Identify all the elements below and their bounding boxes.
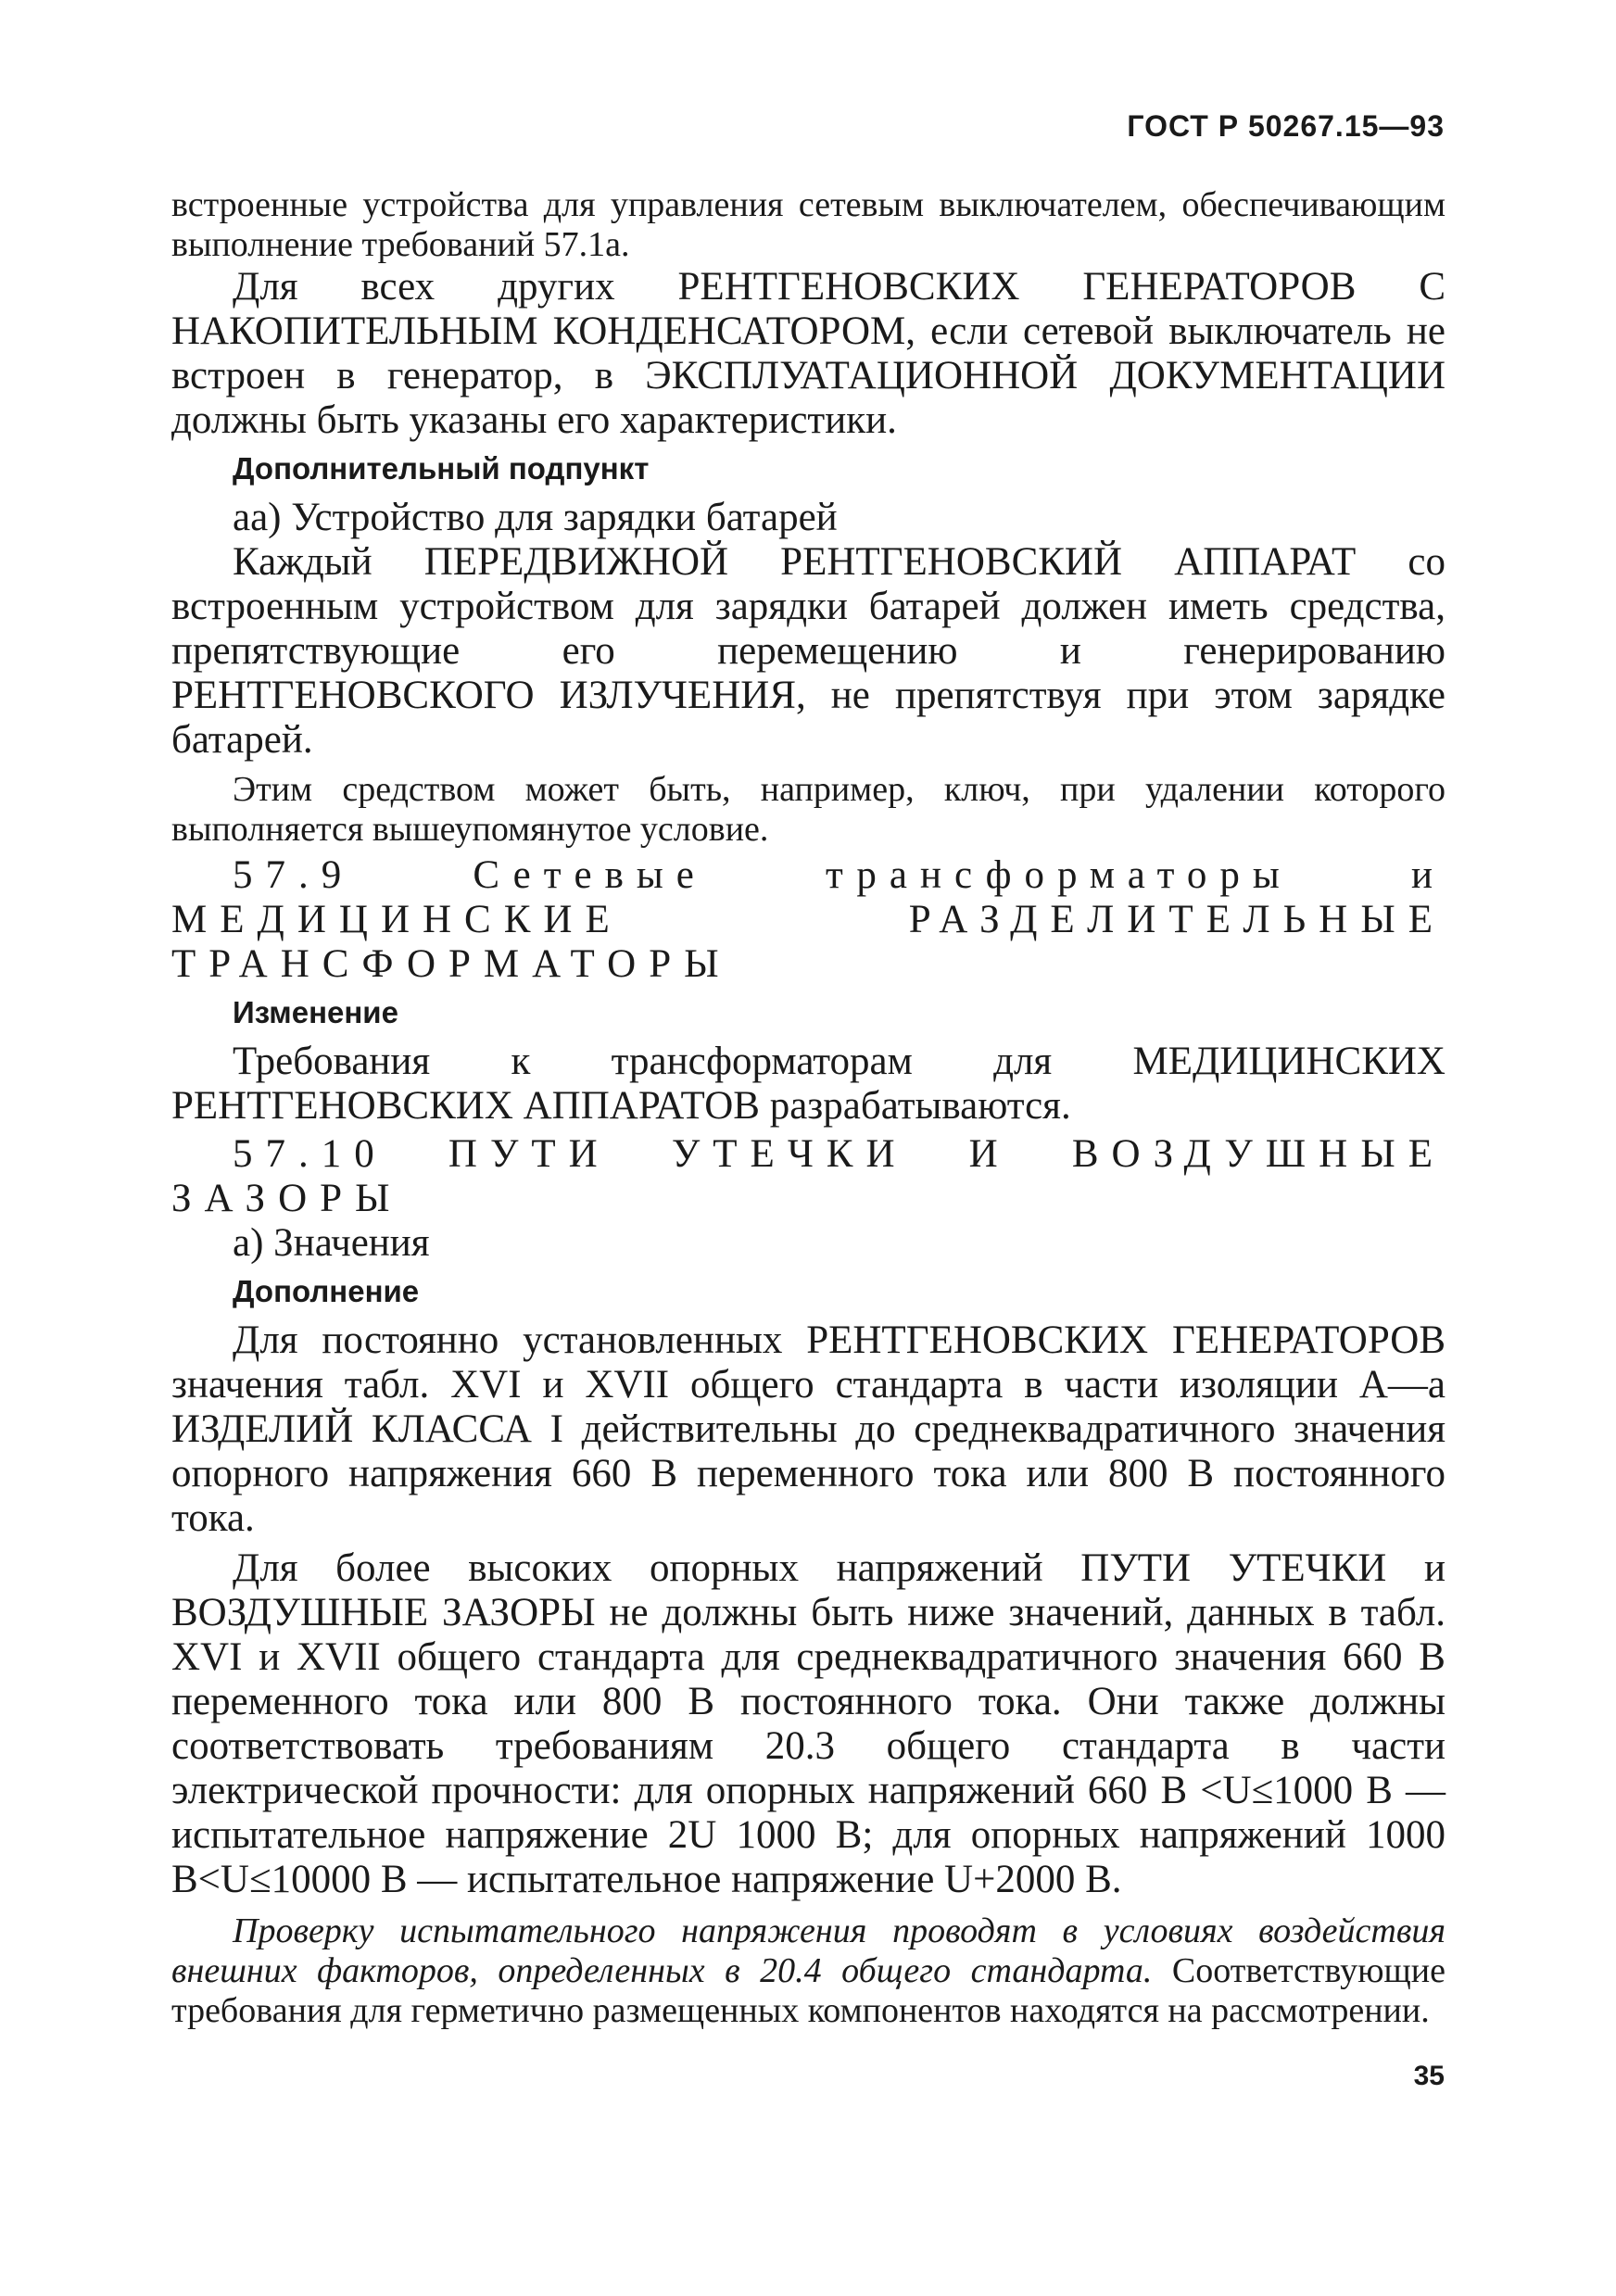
paragraph: Для постоянно установленных РЕНТГЕНОВСКИХ ГЕНЕРАТОРОВ значения табл. XVI и XVII общего стандарта в части изоляции А—а ИЗДЕЛИЙ КЛАССА I действительны до среднеквадратичного значения опорного напряжения 660 В переменного тока или 800 В постоянного тока. <box>171 1318 1446 1540</box>
page-number: 35 <box>1413 2061 1445 2091</box>
paragraph: аа) Устройство для зарядки батарей <box>233 496 838 539</box>
paragraph: встроенные устройства для управления сетевым выключателем, обеспечивающим выполнение требований 57.1а. <box>171 185 1446 264</box>
paragraph: Требования к трансформаторам для МЕДИЦИНСКИХ РЕНТГЕНОВСКИХ АППАРАТОВ разрабатываются. <box>171 1040 1446 1128</box>
italic-text: Проверку испытательного напряжения проводят в условиях воздействия внешних факторов, определенных в 20.4 общего стандарта. <box>171 1911 1446 1990</box>
paragraph: а) Значения <box>233 1221 430 1265</box>
paragraph: Для всех других РЕНТГЕНОВСКИХ ГЕНЕРАТОРОВ С НАКОПИТЕЛЬНЫМ КОНДЕНСАТОРОМ, если сетевой выключатель не встроен в генератор, в ЭКСПЛУАТАЦИОННОЙ ДОКУМЕНТАЦИИ должны быть указаны его характеристики. <box>171 265 1446 442</box>
section-heading-57-9: 57.9 Сетевые трансформаторы и МЕДИЦИНСКИЕ РАЗДЕЛИТЕЛЬНЫЕ ТРАНСФОРМАТОРЫ <box>171 853 1446 986</box>
paragraph: Каждый ПЕРЕДВИЖНОЙ РЕНТГЕНОВСКИЙ АППАРАТ со встроенным устройством для зарядки батарей должен иметь средства, препятствующие его перемещению и генерированию РЕНТГЕНОВСКОГО ИЗЛУЧЕНИЯ, не препятствуя при этом зарядке батарей. <box>171 540 1446 762</box>
paragraph: Этим средством может быть, например, ключ, при удалении которого выполняется вышеупомянутое условие. <box>171 770 1446 849</box>
page-body <box>171 185 1446 2031</box>
paragraph-text: Соответствующие требования для герметично размещенных компонентов находятся на рассмотрении. <box>171 1951 1446 2030</box>
standard-header: ГОСТ Р 50267.15—93 <box>1127 109 1445 143</box>
subheading-addition: Дополнение <box>233 1274 420 1308</box>
subheading-change: Изменение <box>233 995 398 1029</box>
paragraph <box>171 1911 1446 2031</box>
subheading-additional: Дополнительный подпункт <box>233 451 650 486</box>
section-heading-57-10: 57.10 ПУТИ УТЕЧКИ И ВОЗДУШНЫЕ ЗАЗОРЫ <box>171 1132 1446 1220</box>
paragraph: Для более высоких опорных напряжений ПУТИ УТЕЧКИ и ВОЗДУШНЫЕ ЗАЗОРЫ не должны быть ниже значений, данных в табл. XVI и XVII общего стандарта для среднеквадратичного значения 660 В переменного тока или 800 В постоянного тока. Они также должны соответствовать требованиям 20.3 общего стандарта в части электрической прочности: для опорных напряжений 660 В <U≤1000 В — испытательное напряжение 2U 1000 В; для опорных напряжений 1000 В<U≤10000 В — испытательное напряжение U+2000 В. <box>171 1546 1446 1901</box>
